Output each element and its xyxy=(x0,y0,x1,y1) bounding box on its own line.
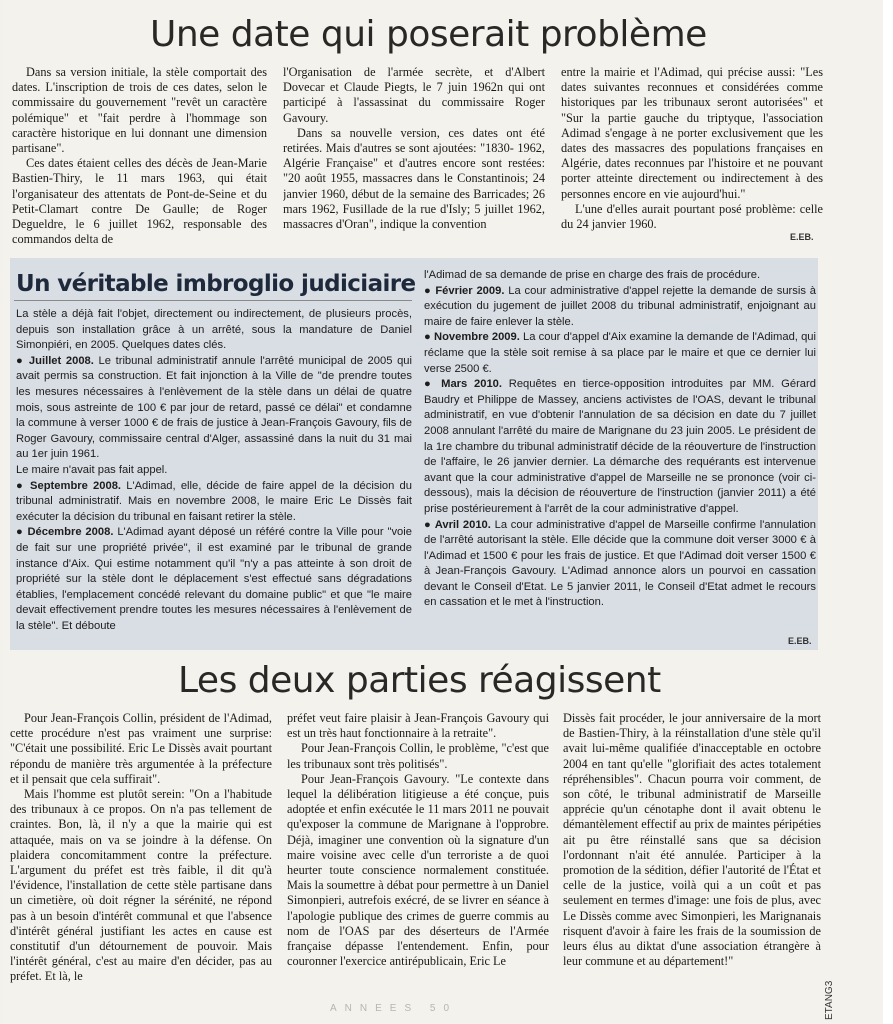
article2-byline: E.EB. xyxy=(788,636,812,646)
article1-col2-p2: Dans sa nouvelle version, ces dates ont été retirées. Mais d'autres se sont ajoutées: "1830- 1962, Algérie Française" et d'autres encore sont restées: "20 août 1955, massacres dans le Constantinois; 24 janvier 1960, début de la semaine des Barricades; 26 mars 1962, Fusillade de la rue d'Isly; 5 juillet 1962, massacres d'Oran", indique la convention xyxy=(283,125,545,232)
bullet-icon: ● xyxy=(424,378,442,391)
article3-title: Les deux parties réagissent xyxy=(178,660,661,701)
article2-entry-mar2010: ● Mars 2010. Requêtes en tierce-opposition introduites par MM. Gérard Baudry et Philippe de Massey, anciens activistes de l'OAS, devant le tribunal administratif, en vue d'obtenir l'annulation de sa décision en date du 7 juillet 2008 annulant l'arrêté du maire de Marignane du 23 juin 2005. Le président de la 1re chambre du tribunal administratif décide de la réouverture de l'instruction de l'affaire, le 26 janvier dernier. La démarche des requérants est intervenue avant que la cour administrative d'appel de Marseille ne se prononce (voir ci-dessous), mais la décision de réouverture de l'instruction (janvier 2011) a été prise postérieurement à l'arrêt de la cour administrative d'appel. xyxy=(424,378,816,515)
article1-col3 xyxy=(561,65,823,249)
article3-col2-p1: préfet veut faire plaisir à Jean-François Gavoury qui est un très haut fonctionnaire à la retraite". xyxy=(287,711,549,741)
bullet-icon: ● xyxy=(424,518,435,531)
article2-entry-jul2008: ● Juillet 2008. Le tribunal administratif annule l'arrêté municipal de 2005 qui avait permis sa construction. Et fait injonction à la Ville de "de prendre toutes les mesures nécessaires à l'enlèvement de la stèle dans un délai de quatre mois, sous astreinte de 100 € par jour de retard, passé ce délai" et condamne la commune à verser 1000 € de frais de justice à Jean-François Gavoury, fils de Roger Gavoury, commissaire central d'Alger, assassiné dans la nuit du 31 mai au 1er juin 1961. xyxy=(16,354,412,461)
article2-right-col xyxy=(424,268,816,640)
article2-entry-cont: l'Adimad de sa demande de prise en charge des frais de procédure. xyxy=(424,269,761,281)
article1-col1-p2: Ces dates étaient celles des décès de Jean-Marie Bastien-Thiry, le 11 mars 1963, qui était l'organisateur des attentats de Pont-de-Seine et du Petit-Clamart contre De Gaulle; de Roger Degueldre, le 6 juillet 1962, responsable des commandos delta de xyxy=(12,156,267,247)
bullet-icon: ● xyxy=(16,526,28,539)
article3-col2 xyxy=(287,711,549,1011)
bullet-icon: ● xyxy=(424,331,434,344)
article1-title: Une date qui poserait problème xyxy=(150,14,707,55)
article3-col2-p2: Pour Jean-François Collin, le problème, "c'est que les tribunaux sont très politisés". xyxy=(287,741,549,771)
article2-entry-nov2009: ● Novembre 2009. La cour d'appel d'Aix examine la demande de l'Adimad, qui réclame que la stèle soit remise à sa place par le maire et que ce dernier lui verse 2500 €. xyxy=(424,331,816,375)
article2-title: Un véritable imbroglio judiciaire xyxy=(16,271,416,297)
side-code: ETANG3 xyxy=(824,980,835,1020)
article1-col2 xyxy=(283,65,545,249)
article3-col2-p3: Pour Jean-François Gavoury. "Le contexte dans lequel la délibération litigieuse a été conçue, puis adoptée et enfin exécutée le 11 mars 2011 ne pouvait qu'exposer la commune de Marignane à l'opprobre. Déjà, imaginer une convention où la signature d'un maire voisine avec celle d'un terroriste a de quoi heurter toute conscience normalement constituée. Mais la soumettre à débat pour permettre à un Daniel Simonpieri, autrefois exécré, de se livrer en séance à l'apologie publique des crimes de guerre commis au nom de l'OAS par des déserteurs de l'Armée française dépasse l'entendement. Enfin, pour couronner l'exercice antirépublicain, Eric Le xyxy=(287,771,549,969)
article2-entry-feb2009: ● Février 2009. La cour administrative d'appel rejette la demande de sursis à exécution du jugement de juillet 2008 du tribunal administratif, enjoignant au maire de faire enlever la stèle. xyxy=(424,284,816,328)
article1-col3-p1: entre la mairie et l'Adimad, qui précise aussi: "Les dates suivantes reconnues et considérées comme historiques par les tribunaux seront autorisées" et "Sur la partie gauche du triptyque, l'association Adimad s'engage à ne porter exclusivement que les dates des massacres des populations françaises en Algérie, dates reconnues par l'histoire et ne pouvant porter atteinte directement ou indirectement à des personnes encore en vie aujourd'hui." xyxy=(561,65,823,201)
bullet-icon: ● xyxy=(424,284,436,297)
bullet-icon: ● xyxy=(16,479,31,492)
article1-col3-p2: L'une d'elles aurait pourtant posé problème: celle du 24 janvier 1960. xyxy=(561,201,823,232)
article2-entry-note: Le maire n'avait pas fait appel. xyxy=(16,463,168,476)
article3-col1 xyxy=(10,711,272,1011)
page-edge xyxy=(883,0,893,1024)
article2-intro: La stèle a déjà fait l'objet, directement ou indirectement, de plusieurs procès, depuis son installation grâce à un arrêté, sous la mandature de Daniel Simonpiéri, en 2005. Quelques dates clés. xyxy=(16,308,412,352)
article3-col3-p1: Dissès fait procéder, le jour anniversaire de la mort de Bastien-Thiry, à la réinstallation d'une stèle qu'il avait lui-même qualifiée d'inacceptable en octobre 2004 en tant qu'elle "glorifiait des actes totalement répréhensibles". Chacun pourra voir comment, de son côté, le tribunal administratif de Marseille apprécie qu'un cénotaphe dont il avait obtenu le démantèlement effectif au prix de maintes péripéties ait pu être réinstallé sans que sa décision l'ordonnant n'ait été annulée. Participer à la promotion de la sédition, défier l'autorité de l'État et celle de la justice, voilà qui a un coût et pas seulement en termes d'image: une fois de plus, avec Le Dissès comme avec Simonpieri, les Marignanais risquent d'avoir à faire les frais de la soumission de leurs élus au diktat d'une association étrangère à leur commune et au département!" xyxy=(563,711,821,969)
article3-col1-p1: Pour Jean-François Collin, président de l'Adimad, cette procédure n'est pas vraiment une surprise: "C'était une possibilité. Eric Le Dissès avait pourtant répondu de manière très argumentée à la préfecture et il pensait que cela suffirait". xyxy=(10,711,272,786)
article2-entry-sep2008: ● Septembre 2008. L'Adimad, elle, décide de faire appel de la décision du tribunal administratif. Mais en novembre 2008, le maire Eric Le Dissès fait exécuter la décision du tribunal en faisant retirer la stèle. xyxy=(16,479,412,523)
footer-watermark: ANNEES 50 xyxy=(330,1003,458,1014)
article1-byline: E.EB. xyxy=(790,232,814,242)
article1-col2-p1: l'Organisation de l'armée secrète, et d'Albert Dovecar et Claude Piegts, le 7 juin 1962n qui ont participé à l'assassinat du commissaire Roger Gavoury. xyxy=(283,65,545,125)
article1-col1-p1: Dans sa version initiale, la stèle comportait des dates. L'inscription de trois de ces dates, selon le commissaire du gouvernement "revêt un caractère polémique" et "fait perdre à l'hommage son caractère historique en lui donnant une dimension partisane". xyxy=(12,65,267,156)
article2-title-rule xyxy=(14,300,412,301)
article1-col1 xyxy=(12,65,267,249)
article2-entry-dec2008: ● Décembre 2008. L'Adimad ayant déposé un référé contre la Ville pour "voie de fait sur une propriété privée", il est examiné par le tribunal de grande instance d'Aix. Qui estime notamment qu'il "n'y a pas atteinte à son droit de propriété sur la stèle dont le déplacement s'est effectué sans dégradations établies, l'emplacement concédé relevant du domaine public" et que "le maire devait effectivement prendre toutes les mesures nécessaires à l'enlèvement de la stèle". Et déboute xyxy=(16,526,412,632)
bullet-icon: ● xyxy=(16,354,29,367)
article3-col3 xyxy=(563,711,821,1011)
article3-col1-p2: Mais l'homme est plutôt serein: "On a l'habitude des tribunaux à ce propos. On n'a pas tellement de craintes. Bon, là, il n'y a que la mairie qui est attaquée, mais on va se joindre à la défense. On plaidera concomitamment contre la préfecture. L'argument du préfet est très faible, il dit qu'à l'évidence, l'installation de cette stèle partisane dans un cimetière, où doit régner la sérénité, ne répond pas à un besoin d'intérêt communal et que l'absence d'intérêt général justifiant les actes en cause est constitutif d'un détournement de pouvoir. Mais l'intérêt général, c'est au maire d'en décider, pas au préfet. Et là, le xyxy=(10,787,272,984)
article2-entry-apr2010: ● Avril 2010. La cour administrative d'appel de Marseille confirme l'annulation de l'arrêté autorisant la stèle. Elle décide que la commune doit verser 3000 € à l'Adimad et 1500 € pour les frais de justice. Et que l'Adimad doit verser 1500 € à Jean-François Gavoury. L'Adimad annonce alors un pourvoi en cassation devant le Conseil d'Etat. Le 5 janvier 2011, le Conseil d'Etat admet le recours en cassation et le met à l'instruction. xyxy=(424,518,816,609)
article2-left-col xyxy=(16,307,412,643)
